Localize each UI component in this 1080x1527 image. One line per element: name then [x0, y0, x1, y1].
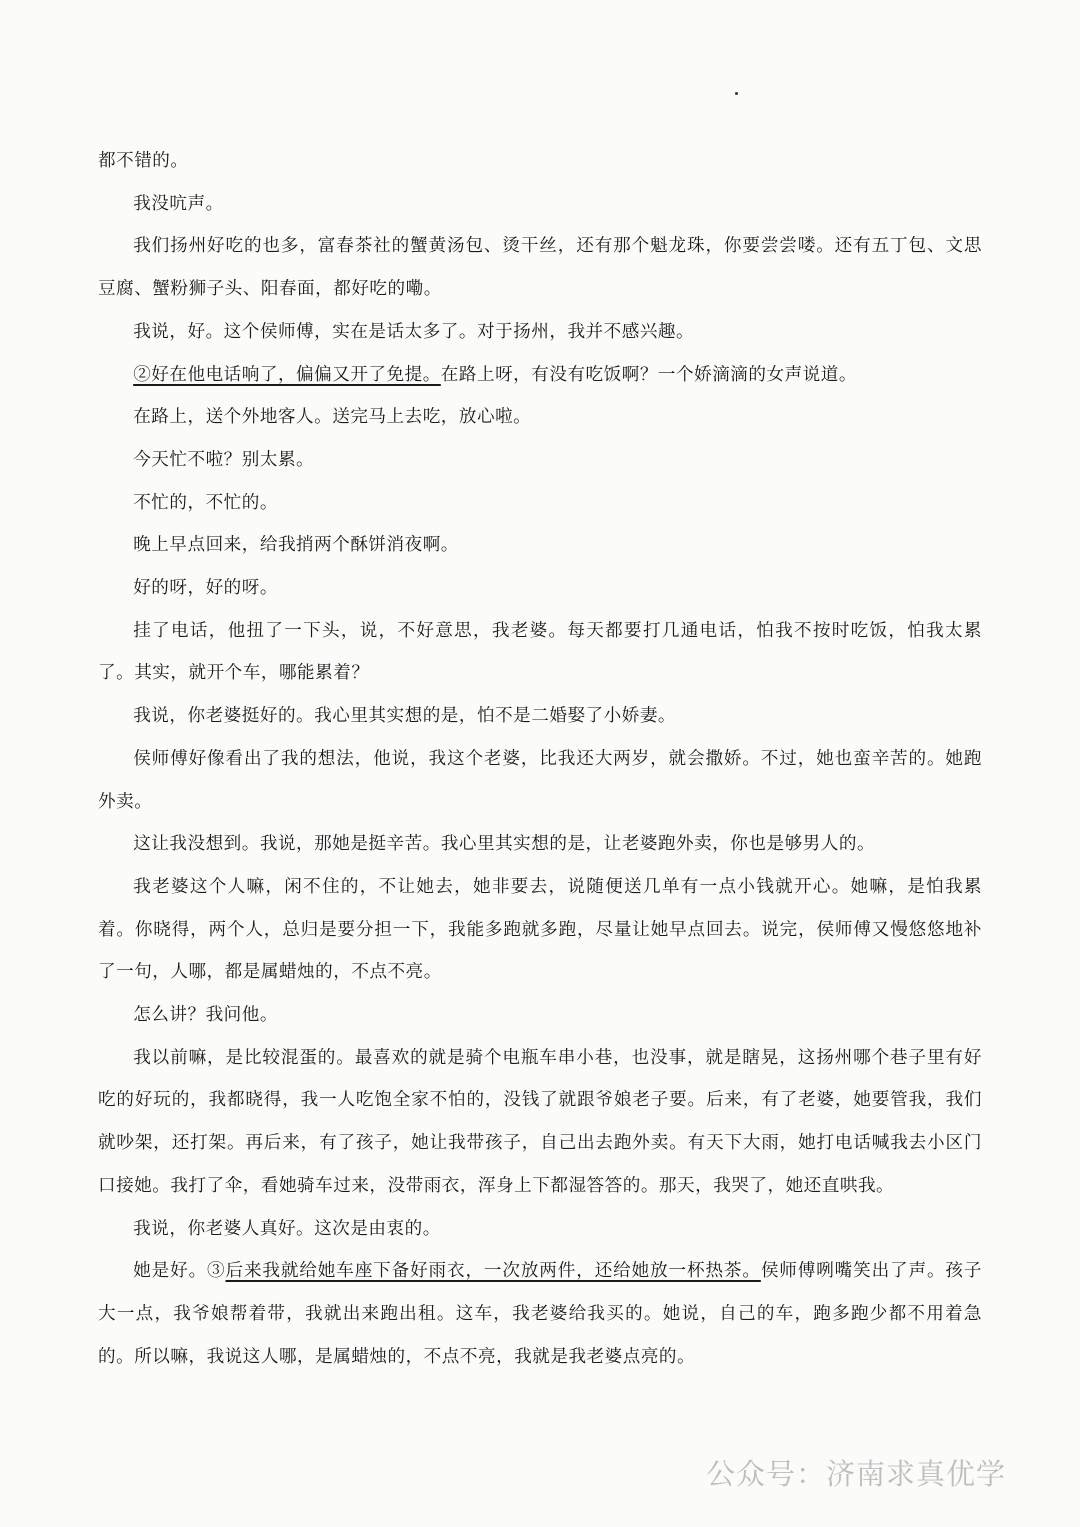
paragraph	[98, 994, 982, 1037]
paragraph	[98, 823, 982, 866]
paragraph	[98, 1250, 982, 1378]
text-run: 侯师傅咧嘴笑出了声。孩子大一点，我爷娘帮着带，我就出来跑出租。这车，我老婆给我买的。她说，自己的车，跑多跑少都不用着急的。所以嘛，我说这人哪，是属蜡烛的，不点不亮，我就是我老婆点亮的。	[98, 1261, 982, 1367]
text-run: 我说，你老婆挺好的。我心里其实想的是，怕不是二婚娶了小娇妻。	[133, 706, 677, 727]
text-run: 这让我没想到。我说，那她是挺辛苦。我心里其实想的是，让老婆跑外卖，你也是够男人的。	[133, 834, 876, 855]
text-run: 晚上早点回来，给我捎两个酥饼消夜啊。	[133, 535, 459, 556]
paragraph	[98, 1208, 982, 1251]
paragraph	[98, 1037, 982, 1208]
text-run: 我说，好。这个侯师傅，实在是话太多了。对于扬州，我并不感兴趣。	[133, 321, 695, 342]
paragraph	[98, 524, 982, 567]
paragraph	[98, 225, 982, 310]
underlined-sentence: 后来我就给她车座下备好雨衣，一次放两件，还给她放一杯热茶。	[225, 1261, 761, 1282]
paragraph	[98, 140, 982, 183]
text-run: 挂了电话，他扭了一下头，说，不好意思，我老婆。每天都要打几通电话，怕我不按时吃饭，怕我太累了。其实，就开个车，哪能累着？	[98, 620, 982, 684]
article-body	[98, 140, 982, 1378]
paragraph	[98, 482, 982, 525]
paragraph	[98, 567, 982, 610]
text-run: 我以前嘛，是比较混蛋的。最喜欢的就是骑个电瓶车串小巷，也没事，就是瞎晃，这扬州哪个巷子里有好吃的好玩的，我都晓得，我一人吃饱全家不怕的，没钱了就跟爷娘老子要。后来，有了老婆，她要管我，我们就吵架，还打架。再后来，有了孩子，她让我带孩子，自己出去跑外卖。有天下大雨，她打电话喊我去小区门口接她。我打了伞，看她骑车过来，没带雨衣，浑身上下都湿答答的。那天，我哭了，她还直哄我。	[98, 1047, 982, 1196]
underlined-sentence: ②好在他电话响了，偏偏又开了免提。	[133, 364, 441, 385]
paragraph	[98, 439, 982, 482]
text-run: 我老婆这个人嘛，闲不住的，不让她去，她非要去，说随便送几单有一点小钱就开心。她嘛，是怕我累着。你晓得，两个人，总归是要分担一下，我能多跑就多跑，尽量让她早点回去。说完，侯师傅又慢悠悠地补了一句，人哪，都是属蜡烛的，不点不亮。	[98, 876, 982, 983]
paragraph	[98, 610, 982, 695]
text-run: 好的呀，好的呀。	[133, 578, 278, 599]
page-dot	[735, 92, 738, 95]
text-run: 在路上，送个外地客人。送完马上去吃，放心啦。	[133, 407, 532, 428]
text-run: 我没吭声。	[133, 193, 224, 214]
text-run: 在路上呀，有没有吃饭啊？一个娇滴滴的女声说道。	[440, 364, 857, 385]
text-run: 我说，你老婆人真好。这次是由衷的。	[133, 1218, 441, 1239]
text-run: 都不错的。	[98, 151, 189, 171]
paragraph	[98, 183, 982, 226]
text-run: 她是好。③	[133, 1261, 226, 1282]
paragraph	[98, 396, 982, 439]
text-run: 怎么讲？我问他。	[133, 1005, 278, 1026]
text-run: 侯师傅好像看出了我的想法，他说，我这个老婆，比我还大两岁，就会撒娇。不过，她也蛮辛苦的。她跑外卖。	[98, 748, 982, 812]
paragraph	[98, 354, 982, 397]
watermark: 公众号：济南求真优学	[706, 1457, 1007, 1491]
text-run: 不忙的，不忙的。	[133, 492, 278, 513]
paragraph	[98, 695, 982, 738]
paragraph	[98, 866, 982, 994]
text-run: 我们扬州好吃的也多，富春茶社的蟹黄汤包、烫干丝，还有那个魁龙珠，你要尝尝喽。还有五丁包、文思豆腐、蟹粉狮子头、阳春面，都好吃的嘞。	[98, 236, 982, 300]
paragraph	[98, 738, 982, 823]
paragraph	[98, 311, 982, 354]
text-run: 今天忙不啦？别太累。	[133, 449, 315, 470]
